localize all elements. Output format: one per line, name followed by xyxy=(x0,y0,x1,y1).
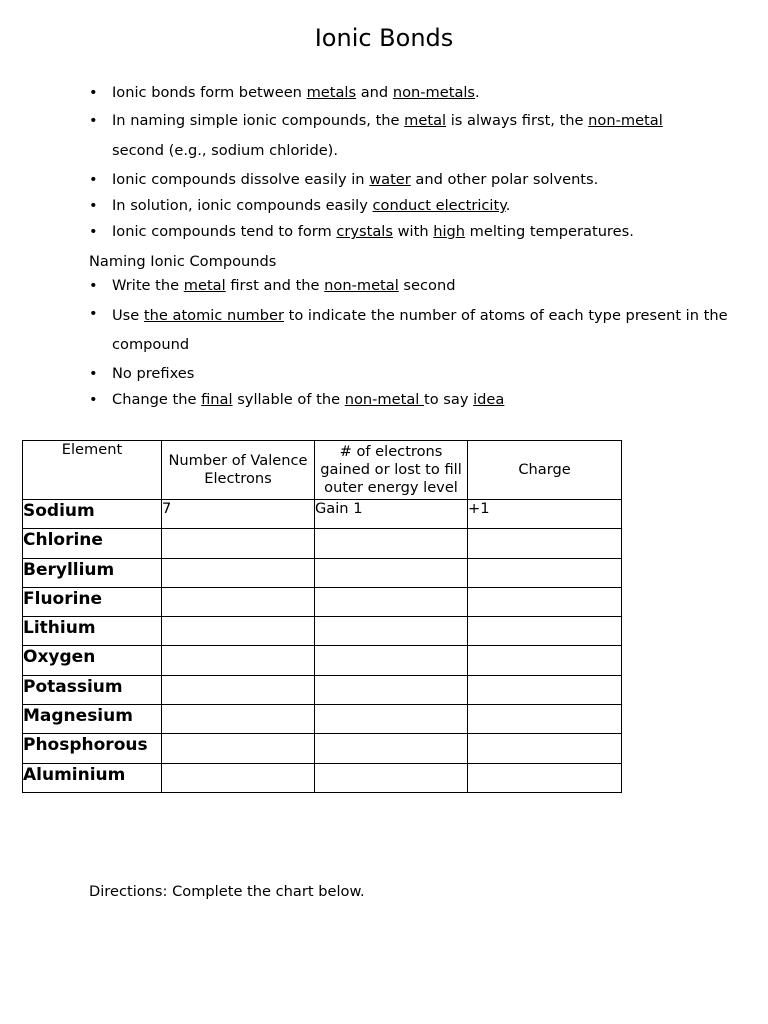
fact-text: melting temperatures. xyxy=(465,223,634,240)
fact-text: In solution, ionic compounds easily xyxy=(112,197,373,214)
rule-item xyxy=(89,387,729,413)
fact-keyword: metals xyxy=(306,84,357,101)
table-row xyxy=(23,558,622,587)
element-name-cell: Potassium xyxy=(23,675,162,704)
element-name-cell: Lithium xyxy=(23,617,162,646)
element-name-cell: Chlorine xyxy=(23,529,162,558)
table-row xyxy=(23,675,622,704)
valence-cell[interactable] xyxy=(162,734,315,763)
table-row xyxy=(23,617,622,646)
valence-cell[interactable] xyxy=(162,529,315,558)
charge-cell[interactable] xyxy=(468,617,622,646)
fact-text: second (e.g., sodium chloride). xyxy=(112,142,339,159)
valence-cell[interactable] xyxy=(162,587,315,616)
gain-loss-cell[interactable] xyxy=(315,587,468,616)
table-row xyxy=(23,646,622,675)
charge-cell[interactable] xyxy=(468,587,622,616)
page-title: Ionic Bonds xyxy=(314,24,454,52)
rule-text: Use xyxy=(112,307,144,324)
element-name-cell: Magnesium xyxy=(23,705,162,734)
element-name-cell: Fluorine xyxy=(23,587,162,616)
column-header-valence: Number of Valence Electrons xyxy=(162,441,315,500)
table-row xyxy=(23,529,622,558)
fact-text: is always first, the xyxy=(446,112,589,129)
element-chart xyxy=(22,440,622,793)
valence-cell[interactable] xyxy=(162,675,315,704)
column-header-element: Element xyxy=(23,441,162,500)
table-row xyxy=(23,734,622,763)
charge-cell[interactable] xyxy=(468,558,622,587)
fact-item xyxy=(89,219,729,245)
rule-keyword: the atomic number xyxy=(143,307,284,324)
valence-cell[interactable] xyxy=(162,558,315,587)
gain-loss-cell[interactable] xyxy=(315,558,468,587)
fact-text: Ionic bonds form between xyxy=(112,84,307,101)
fact-text: and xyxy=(356,84,393,101)
fact-keyword: water xyxy=(369,171,411,188)
element-name-cell: Phosphorous xyxy=(23,734,162,763)
element-name-cell: Sodium xyxy=(23,500,162,529)
naming-rules-list xyxy=(89,273,729,413)
rule-text: to say xyxy=(423,391,474,408)
rule-keyword: non-metal xyxy=(344,391,424,408)
gain-loss-cell[interactable] xyxy=(315,705,468,734)
table-row xyxy=(23,705,622,734)
fact-text: In naming simple ionic compounds, the xyxy=(112,112,405,129)
gain-loss-cell[interactable]: Gain 1 xyxy=(315,500,468,529)
rule-text: Change the xyxy=(112,391,202,408)
rule-text: second xyxy=(398,277,456,294)
rule-text: Write the xyxy=(112,277,184,294)
column-header-gain-loss: # of electrons gained or lost to fill outer energy level xyxy=(315,441,468,500)
valence-cell[interactable] xyxy=(162,705,315,734)
rule-text: syllable of the xyxy=(232,391,345,408)
chart-body xyxy=(23,500,622,793)
table-row xyxy=(23,587,622,616)
fact-text: with xyxy=(392,223,434,240)
fact-item xyxy=(89,193,729,219)
rule-item xyxy=(89,273,729,299)
gain-loss-cell[interactable] xyxy=(315,763,468,792)
fact-item xyxy=(89,108,729,165)
charge-cell[interactable] xyxy=(468,734,622,763)
gain-loss-cell[interactable] xyxy=(315,529,468,558)
fact-text: and other polar solvents. xyxy=(410,171,599,188)
charge-cell[interactable] xyxy=(468,675,622,704)
directions-text: Directions: Complete the chart below. xyxy=(89,883,365,900)
valence-cell[interactable] xyxy=(162,617,315,646)
fact-keyword: crystals xyxy=(336,223,393,240)
rule-keyword: non-metal xyxy=(324,277,399,294)
fact-item xyxy=(89,167,729,193)
rule-text: No prefixes xyxy=(112,365,195,382)
gain-loss-cell[interactable] xyxy=(315,646,468,675)
charge-cell[interactable] xyxy=(468,646,622,675)
fact-text: Ionic compounds tend to form xyxy=(112,223,337,240)
fact-keyword: non-metal xyxy=(588,112,663,129)
valence-cell[interactable] xyxy=(162,646,315,675)
element-name-cell: Aluminium xyxy=(23,763,162,792)
table-row xyxy=(23,500,622,529)
valence-cell[interactable] xyxy=(162,763,315,792)
table-row xyxy=(23,763,622,792)
charge-cell[interactable]: +1 xyxy=(468,500,622,529)
fact-item xyxy=(89,80,729,106)
valence-cell[interactable]: 7 xyxy=(162,500,315,529)
fact-keyword: non-metals xyxy=(392,84,476,101)
rule-text: to indicate the number of atoms of each type present in the compound xyxy=(112,307,728,353)
rule-keyword: idea xyxy=(473,391,505,408)
charge-cell[interactable] xyxy=(468,705,622,734)
gain-loss-cell[interactable] xyxy=(315,675,468,704)
naming-heading: Naming Ionic Compounds xyxy=(89,253,277,270)
element-name-cell: Beryllium xyxy=(23,558,162,587)
charge-cell[interactable] xyxy=(468,763,622,792)
ionic-bonds-facts-list xyxy=(89,80,729,245)
rule-keyword: metal xyxy=(183,277,226,294)
fact-keyword: metal xyxy=(404,112,447,129)
rule-keyword: final xyxy=(201,391,233,408)
gain-loss-cell[interactable] xyxy=(315,734,468,763)
fact-keyword: high xyxy=(433,223,466,240)
rule-text: first and the xyxy=(225,277,325,294)
charge-cell[interactable] xyxy=(468,529,622,558)
element-name-cell: Oxygen xyxy=(23,646,162,675)
fact-keyword: conduct electricity xyxy=(372,197,506,214)
rule-item xyxy=(89,301,729,359)
gain-loss-cell[interactable] xyxy=(315,617,468,646)
rule-item xyxy=(89,361,729,387)
fact-text: . xyxy=(475,84,480,101)
column-header-charge: Charge xyxy=(468,441,622,500)
fact-text: Ionic compounds dissolve easily in xyxy=(112,171,370,188)
fact-text: . xyxy=(505,197,511,214)
